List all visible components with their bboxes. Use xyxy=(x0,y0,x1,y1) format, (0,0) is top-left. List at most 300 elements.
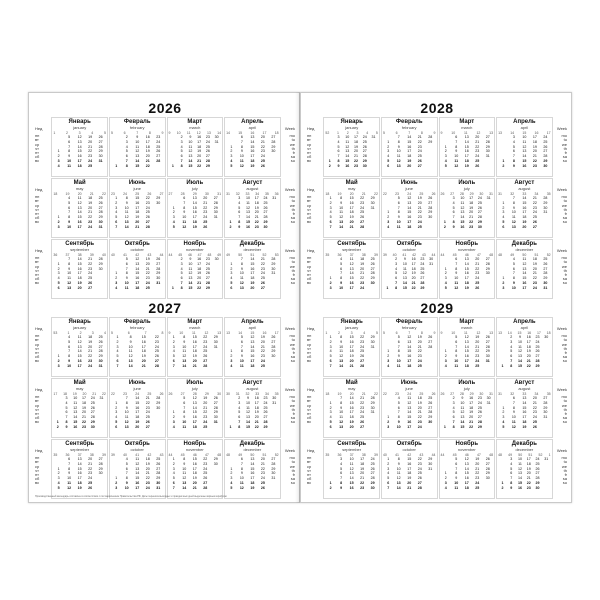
week-number: 5 xyxy=(382,130,385,135)
day-cell: 8 xyxy=(183,410,186,415)
day-cell: 1 xyxy=(230,144,233,149)
day-cell xyxy=(542,364,551,369)
week-number: 44 xyxy=(431,452,436,457)
day-cell: 15 xyxy=(192,335,197,339)
day-cell: 2 xyxy=(180,257,183,261)
weekday-label: чт xyxy=(35,206,39,212)
day-cell: 4 xyxy=(340,461,343,466)
day-cell: 16 xyxy=(464,271,469,276)
day-cell: 17 xyxy=(77,476,82,481)
day-cell: 14 xyxy=(339,224,344,229)
day-cell: 11 xyxy=(239,276,244,281)
day-cell: 30 xyxy=(156,405,161,410)
day-cell: 7 xyxy=(240,139,243,144)
day-cell: 27 xyxy=(543,396,548,400)
day-cell: 14 xyxy=(73,415,78,420)
day-grid xyxy=(52,457,107,491)
day-cell: 17 xyxy=(411,261,416,266)
week-number: 18 xyxy=(325,191,330,196)
weekday-label: ср xyxy=(35,402,40,408)
day-cell: 14 xyxy=(135,158,140,163)
day-cell: 4 xyxy=(230,480,233,485)
day-cell: 15 xyxy=(402,285,407,290)
week-number: 22 xyxy=(110,391,115,396)
day-cell: 27 xyxy=(203,480,208,485)
quarter-row xyxy=(35,117,295,177)
month-name-ru: Апрель xyxy=(513,319,536,325)
day-cell: 5 xyxy=(183,396,186,400)
day-cell: 16 xyxy=(349,405,354,410)
day-cell: 14 xyxy=(517,476,522,481)
day-cell: 27 xyxy=(213,400,218,405)
day-cell: 11 xyxy=(182,349,187,354)
day-cell: 30 xyxy=(544,335,549,339)
day-cell: 16 xyxy=(349,280,354,285)
quarter-row xyxy=(35,378,295,438)
day-cell: 1 xyxy=(329,196,332,200)
day-cell: 24 xyxy=(532,415,537,420)
weekday-label: чт xyxy=(307,267,311,273)
day-cell: 12 xyxy=(517,349,522,354)
day-cell: 17 xyxy=(464,276,469,281)
day-cell: 19 xyxy=(349,419,354,424)
day-cell: 22 xyxy=(203,205,208,210)
day-cell: 12 xyxy=(135,461,140,466)
weekday-label: вт xyxy=(307,137,311,143)
day-cell: 7 xyxy=(512,154,515,159)
day-cell: 30 xyxy=(428,461,433,466)
day-cell: 11 xyxy=(396,224,401,229)
day-cell: 29 xyxy=(271,144,276,149)
day-cell: 12 xyxy=(402,271,407,276)
day-cell: 29 xyxy=(263,424,268,429)
day-cell: 29 xyxy=(543,200,548,205)
day-cell: 22 xyxy=(360,276,365,281)
weekday-label: ср xyxy=(35,202,40,208)
weekday-label: tu xyxy=(563,259,568,265)
day-cell: 22 xyxy=(260,144,265,149)
day-cell: 4 xyxy=(387,154,390,159)
day-cell xyxy=(270,425,279,430)
week-number: 42 xyxy=(135,252,140,257)
day-cell: 18 xyxy=(135,415,140,420)
day-cell: 16 xyxy=(460,224,465,229)
day-cell: 24 xyxy=(90,396,95,400)
day-cell: 8 xyxy=(512,158,515,163)
day-cell: 21 xyxy=(197,158,202,163)
day-cell: 24 xyxy=(205,261,210,266)
day-cell: 23 xyxy=(82,424,87,429)
day-cell: 28 xyxy=(485,466,490,471)
year-calendar xyxy=(307,99,567,299)
day-cell: 20 xyxy=(145,154,150,159)
day-cell: 25 xyxy=(360,349,365,354)
month-name-en: july xyxy=(191,186,198,191)
day-cell: 11 xyxy=(518,344,522,349)
weekday-labels-en xyxy=(281,439,295,499)
day-cell: 30 xyxy=(98,266,103,271)
day-cell: 10 xyxy=(135,139,140,144)
day-cell: 10 xyxy=(182,466,187,471)
week-number: 9 xyxy=(440,330,443,335)
day-cell: 14 xyxy=(77,461,82,466)
day-cell: 29 xyxy=(213,335,218,339)
day-cell: 26 xyxy=(156,149,161,154)
day-cell: 11 xyxy=(128,349,133,354)
day-cell: 25 xyxy=(475,485,480,490)
day-cell: 26 xyxy=(417,476,422,481)
day-cell: 5 xyxy=(240,335,243,339)
month-name-en: may xyxy=(347,186,356,191)
weekday-label: вт xyxy=(35,198,39,204)
day-cell: 5 xyxy=(387,158,390,163)
week-number: 41 xyxy=(123,252,127,257)
day-cell: 18 xyxy=(192,424,197,429)
day-cell: 18 xyxy=(526,461,531,466)
week-header-en: Week xyxy=(284,126,296,131)
day-cell: 21 xyxy=(360,396,365,400)
day-cell: 22 xyxy=(469,219,474,224)
day-cell: 25 xyxy=(535,344,540,349)
day-cell: 15 xyxy=(192,410,197,415)
week-number: 13 xyxy=(217,330,222,335)
day-cell: 14 xyxy=(402,280,407,285)
weekday-label: fr xyxy=(292,411,296,417)
day-cell: 8 xyxy=(452,219,455,224)
day-cell: 2 xyxy=(115,276,118,281)
day-cell: 27 xyxy=(98,457,103,461)
day-cell: 23 xyxy=(535,335,540,339)
day-grid xyxy=(440,135,495,169)
day-cell: 7 xyxy=(240,461,243,466)
day-cell: 17 xyxy=(135,205,140,210)
day-cell: 22 xyxy=(88,149,93,154)
day-cell: 8 xyxy=(240,349,243,354)
week-number: 36 xyxy=(65,452,70,457)
week-number: 32 xyxy=(245,391,250,396)
day-cell: 4 xyxy=(510,461,513,466)
day-cell: 30 xyxy=(213,339,218,344)
day-cell: 17 xyxy=(469,400,474,405)
day-cell: 2 xyxy=(387,354,390,359)
month-block xyxy=(167,317,224,377)
day-cell: 3 xyxy=(444,358,447,363)
day-cell: 3 xyxy=(115,280,118,285)
day-cell: 19 xyxy=(532,144,537,149)
day-cell: 5 xyxy=(337,144,340,149)
day-cell: 27 xyxy=(263,210,268,215)
week-header-ru: Нед xyxy=(35,187,43,192)
day-cell: 9 xyxy=(246,396,249,400)
day-cell: 19 xyxy=(250,485,255,490)
week-number: 34 xyxy=(534,191,539,196)
day-cell: 26 xyxy=(485,335,490,339)
day-cell: 4 xyxy=(387,471,390,476)
day-cell xyxy=(367,225,378,230)
day-cell: 31 xyxy=(486,400,491,405)
week-header-ru: Нед xyxy=(35,387,43,392)
month-name-en: april xyxy=(248,325,257,330)
day-grid xyxy=(110,257,165,291)
weekday-label: fr xyxy=(292,150,296,156)
day-cell: 11 xyxy=(239,158,244,163)
day-cell: 22 xyxy=(475,144,480,149)
day-cell: 23 xyxy=(417,419,422,424)
day-cell: 16 xyxy=(349,485,354,490)
weekday-label: ср xyxy=(35,263,40,269)
day-cell: 23 xyxy=(88,358,93,363)
day-cell xyxy=(153,286,164,291)
day-cell: 2 xyxy=(501,485,504,490)
day-cell: 6 xyxy=(512,149,515,154)
day-cell: 16 xyxy=(77,358,82,363)
day-cell: 6 xyxy=(238,415,241,420)
day-cell: 13 xyxy=(77,344,82,349)
month-name-en: april xyxy=(520,325,529,330)
day-cell: 12 xyxy=(407,335,412,339)
week-number: 26 xyxy=(147,191,152,196)
day-cell: 1 xyxy=(172,457,175,461)
weekday-label: we xyxy=(561,463,568,469)
day-cell: 14 xyxy=(192,200,197,205)
day-cell: 2 xyxy=(172,461,175,466)
day-cell: 18 xyxy=(349,349,354,354)
day-cell: 14 xyxy=(464,466,469,471)
day-cell: 10 xyxy=(460,400,465,405)
day-cell: 9 xyxy=(125,276,128,281)
day-cell: 24 xyxy=(475,154,480,159)
day-cell: 11 xyxy=(135,144,140,149)
day-cell: 10 xyxy=(454,154,459,159)
week-header-ru: Нед xyxy=(35,126,43,131)
day-cell xyxy=(425,425,436,430)
week-number: 38 xyxy=(77,252,82,257)
day-cell: 31 xyxy=(428,466,433,471)
weekday-labels-ru xyxy=(35,378,51,438)
day-cell: 8 xyxy=(68,261,71,266)
day-cell: 26 xyxy=(154,354,159,359)
month-block xyxy=(51,239,108,299)
day-cell: 1 xyxy=(57,261,60,266)
weekday-label: ср xyxy=(307,463,312,469)
day-cell: 21 xyxy=(469,419,474,424)
week-number: 51 xyxy=(534,252,539,257)
month-block xyxy=(496,378,553,438)
day-cell: 6 xyxy=(340,471,343,476)
day-cell: 4 xyxy=(387,224,390,229)
day-cell: 10 xyxy=(454,480,459,485)
day-cell: 7 xyxy=(387,485,390,490)
day-cell xyxy=(268,364,279,369)
day-cell: 21 xyxy=(360,476,365,481)
month-name-ru: Декабрь xyxy=(239,441,265,447)
month-block xyxy=(323,317,380,377)
month-block xyxy=(109,239,166,299)
day-cell: 1 xyxy=(386,285,389,290)
day-cell: 17 xyxy=(250,271,255,276)
day-cell: 7 xyxy=(512,400,515,405)
month-block xyxy=(323,439,380,499)
day-cell: 28 xyxy=(203,485,208,490)
day-cell: 25 xyxy=(477,200,482,205)
day-cell: 2 xyxy=(172,415,175,420)
day-cell: 23 xyxy=(254,224,259,229)
day-cell: 20 xyxy=(349,358,354,363)
day-cell: 6 xyxy=(240,135,243,139)
week-number: 26 xyxy=(440,191,445,196)
day-cell: 16 xyxy=(197,135,202,139)
day-cell: 13 xyxy=(67,285,72,290)
week-number: 19 xyxy=(72,391,77,396)
day-cell: 17 xyxy=(526,339,531,344)
month-name-en: december xyxy=(243,247,262,252)
day-cell: 24 xyxy=(88,363,93,368)
day-cell: 8 xyxy=(125,196,128,200)
weekday-label: сб xyxy=(35,215,40,221)
weekday-label: tu xyxy=(563,459,568,465)
day-cell: 5 xyxy=(397,196,400,200)
day-cell: 20 xyxy=(532,396,537,400)
day-cell: 9 xyxy=(397,144,400,149)
day-cell: 28 xyxy=(271,139,276,144)
day-cell: 18 xyxy=(407,154,412,159)
week-number: 49 xyxy=(238,452,243,457)
day-cell: 14 xyxy=(250,139,255,144)
day-grid xyxy=(168,335,223,369)
week-number: 52 xyxy=(538,452,543,457)
day-cell: 4 xyxy=(172,424,175,429)
day-cell: 10 xyxy=(239,476,244,481)
day-cell: 20 xyxy=(260,457,265,461)
day-cell: 2 xyxy=(329,200,332,205)
day-cell: 30 xyxy=(156,480,161,485)
weekday-label: пт xyxy=(35,472,39,478)
day-cell: 4 xyxy=(444,363,447,368)
day-cell: 29 xyxy=(271,349,276,354)
day-cell: 9 xyxy=(125,480,128,485)
day-cell: 12 xyxy=(135,257,140,261)
day-cell: 12 xyxy=(135,149,140,154)
weekday-label: mo xyxy=(289,333,296,339)
day-cell: 27 xyxy=(485,461,490,466)
day-cell: 5 xyxy=(340,466,343,471)
day-cell: 13 xyxy=(511,224,516,229)
week-number: 31 xyxy=(235,391,240,396)
day-cell: 23 xyxy=(477,396,482,400)
month-name-en: february xyxy=(129,325,145,330)
day-cell: 3 xyxy=(172,344,175,349)
day-cell: 26 xyxy=(156,461,161,466)
day-cell: 27 xyxy=(98,344,103,349)
week-number: 3 xyxy=(350,330,353,335)
weekday-label: su xyxy=(290,480,296,486)
day-cell: 15 xyxy=(460,219,465,224)
week-number: 6 xyxy=(395,330,398,335)
day-cell: 9 xyxy=(452,224,455,229)
day-cell: 11 xyxy=(188,144,193,149)
day-cell: 8 xyxy=(125,400,128,405)
day-cell xyxy=(425,225,436,230)
weekday-label: su xyxy=(290,158,296,164)
day-cell: 18 xyxy=(349,415,354,420)
month-name-ru: Август xyxy=(242,180,263,186)
day-cell: 29 xyxy=(98,466,103,471)
day-cell: 14 xyxy=(407,344,412,349)
day-cell: 29 xyxy=(428,210,433,215)
day-cell: 20 xyxy=(417,405,422,410)
month-name-en: august xyxy=(518,386,531,391)
day-cell: 12 xyxy=(339,215,344,220)
day-cell: 21 xyxy=(88,257,93,261)
day-cell: 14 xyxy=(250,257,255,261)
day-cell: 26 xyxy=(475,163,480,168)
week-number: 1 xyxy=(53,130,56,135)
week-number: 13 xyxy=(498,130,502,135)
week-number: 28 xyxy=(192,391,197,396)
day-cell: 28 xyxy=(420,280,425,285)
day-cell: 6 xyxy=(397,339,400,344)
day-cell: 15 xyxy=(188,285,193,290)
day-cell: 1 xyxy=(328,158,331,163)
week-number: 52 xyxy=(262,252,267,257)
day-cell: 20 xyxy=(135,424,140,429)
day-cell: 20 xyxy=(260,339,265,344)
day-cell: 21 xyxy=(145,158,150,163)
day-cell: 26 xyxy=(203,224,208,229)
weekday-labels-ru xyxy=(307,439,323,499)
weekday-labels-en xyxy=(281,378,295,438)
day-cell: 27 xyxy=(205,276,210,281)
day-cell: 29 xyxy=(205,163,210,168)
day-cell xyxy=(97,425,106,430)
day-cell: 12 xyxy=(188,149,193,154)
day-cell: 11 xyxy=(67,163,72,168)
day-cell: 9 xyxy=(240,354,243,359)
weekday-label: su xyxy=(290,219,296,225)
month-name-ru: Июнь xyxy=(128,180,146,186)
day-cell: 13 xyxy=(192,196,197,200)
day-cell: 29 xyxy=(271,466,276,471)
day-cell: 19 xyxy=(192,224,197,229)
week-number: 23 xyxy=(395,391,399,396)
month-name-en: july xyxy=(463,186,470,191)
day-cell: 30 xyxy=(214,135,219,139)
day-cell: 14 xyxy=(77,144,82,149)
day-cell: 15 xyxy=(77,149,82,154)
day-cell: 9 xyxy=(183,415,186,420)
day-cell: 23 xyxy=(154,339,159,344)
weekday-label: пт xyxy=(307,150,311,156)
month-name-en: february xyxy=(401,325,417,330)
week-number: 32 xyxy=(235,191,240,196)
day-cell: 6 xyxy=(329,358,332,363)
week-number: 19 xyxy=(65,191,70,196)
day-cell: 30 xyxy=(370,339,375,344)
day-cell: 20 xyxy=(407,480,412,485)
day-cell: 11 xyxy=(454,280,459,285)
day-cell: 1 xyxy=(387,349,390,354)
week-number: 26 xyxy=(431,191,436,196)
day-cell: 6 xyxy=(510,471,513,476)
day-cell: 9 xyxy=(129,339,132,344)
day-cell: 26 xyxy=(420,271,425,276)
day-cell: 12 xyxy=(511,424,516,429)
day-cell: 24 xyxy=(203,215,208,220)
day-cell: 3 xyxy=(57,476,60,481)
day-cell: 3 xyxy=(180,261,183,266)
day-cell: 1 xyxy=(115,271,118,276)
day-cell: 30 xyxy=(271,354,276,359)
